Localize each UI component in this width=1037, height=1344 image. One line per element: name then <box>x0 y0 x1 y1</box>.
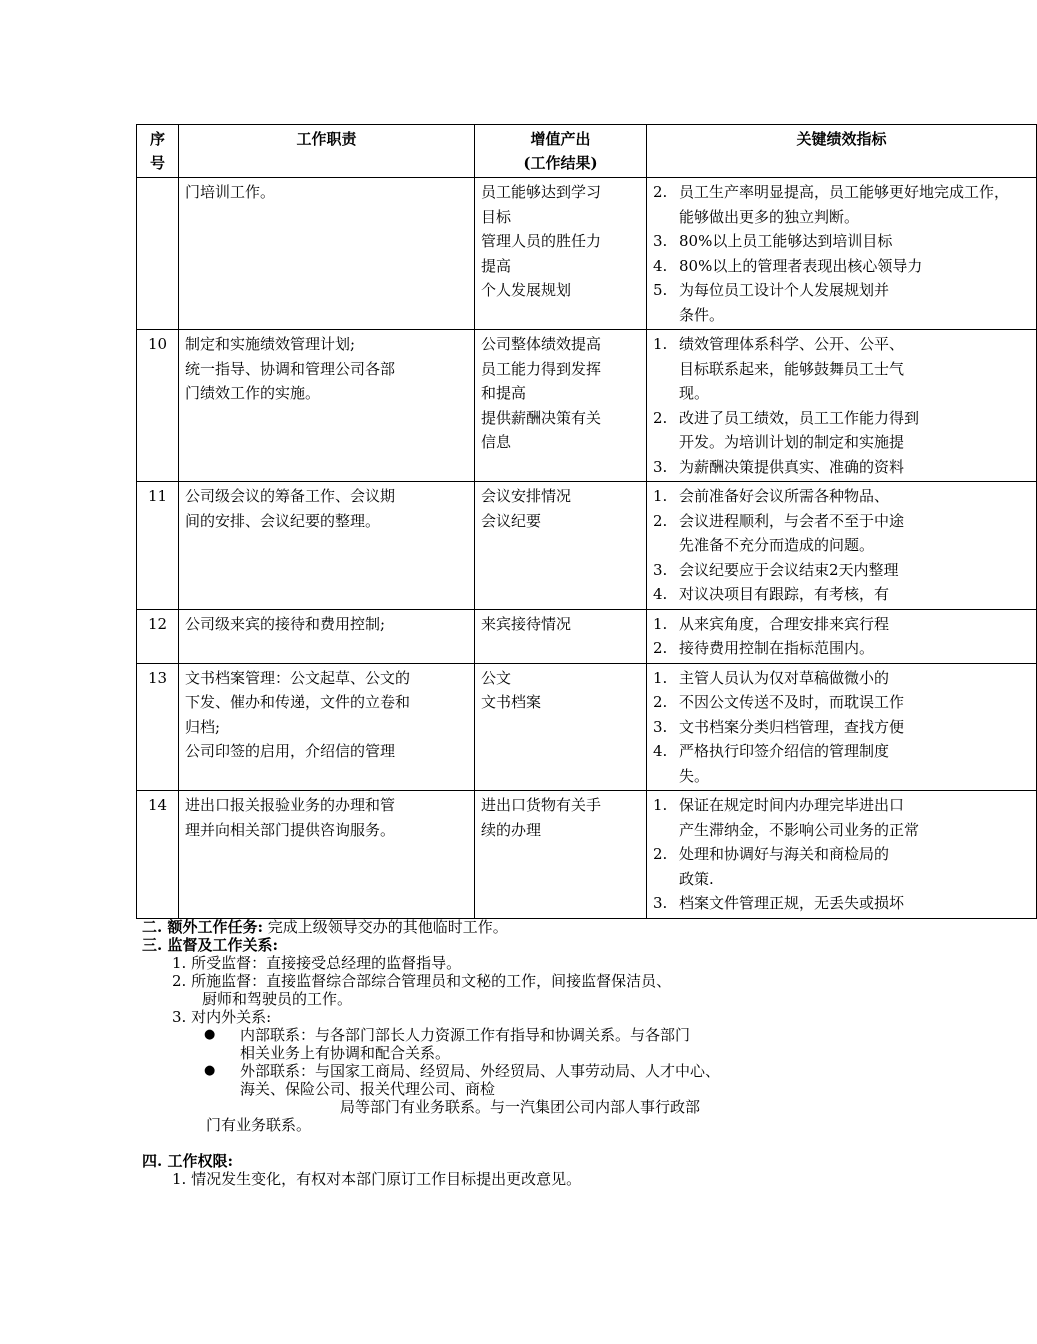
kpi-number: 2. <box>653 693 668 711</box>
kpi-item <box>653 666 1030 691</box>
kpi-number: 1. <box>653 796 668 814</box>
kpi-cell <box>647 609 1037 663</box>
kpi-item <box>653 793 1030 818</box>
kpi-number: 1. <box>653 668 668 687</box>
duty-cell <box>179 178 475 330</box>
kpi-text: 接待费用控制在指标范围内。 <box>679 639 875 657</box>
kpi-number: 2. <box>653 639 668 657</box>
kpi-item <box>653 612 1030 637</box>
kpi-cell <box>647 178 1037 330</box>
duty-line: 下发、催办和传递，文件的立卷和 <box>185 693 411 711</box>
kpi-item <box>653 357 1030 382</box>
kpi-number: 2. <box>653 845 668 863</box>
kpi-item <box>653 818 1030 843</box>
output-line: 来宾接待情况 <box>481 614 572 633</box>
kpi-number <box>653 381 679 406</box>
kpi-item <box>653 205 1030 230</box>
output-line: 文书档案 <box>481 693 542 711</box>
kpi-text: 目标联系起来，能够鼓舞员工士气 <box>679 359 905 378</box>
kpi-text: 主管人员认为仅对草稿做微小的 <box>679 668 890 687</box>
output-line: 信息 <box>481 433 512 451</box>
kpi-text: 政策. <box>679 869 714 888</box>
kpi-text: 从来宾角度，合理安排来宾行程 <box>679 614 890 633</box>
supervision-title: 三. 监督及工作关系: <box>142 936 278 954</box>
output-line: 员工能力得到发挥 <box>481 359 602 378</box>
output-line: 员工能够达到学习 <box>481 183 602 201</box>
duty-cell <box>179 330 475 482</box>
kpi-text: 现。 <box>679 384 710 402</box>
extra-tasks-text: 完成上级领导交办的其他临时工作。 <box>267 918 508 936</box>
kpi-item <box>653 891 1030 916</box>
kpi-number <box>653 205 679 230</box>
kpi-item <box>653 430 1030 455</box>
kpi-item <box>653 332 1030 357</box>
duty-line: 进出口报关报验业务的办理和管 <box>185 796 396 814</box>
output-cell <box>475 791 647 919</box>
kpi-number: 5. <box>653 281 668 299</box>
kpi-number: 4. <box>653 256 668 275</box>
kpi-number: 4. <box>653 585 668 603</box>
duty-line: 制定和实施绩效管理计划; <box>185 335 356 353</box>
bullet-icon: ● <box>204 1027 216 1042</box>
kpi-text: 能够做出更多的独立判断。 <box>679 207 860 226</box>
table-row <box>137 609 1037 663</box>
external-relations-cont-2: 局等部门有业务联系。与一汽集团公司内部人事行政部 <box>340 1098 701 1116</box>
authority-item-1: 1. 情况发生变化，有权对本部门原订工作目标提出更改意见。 <box>172 1170 582 1188</box>
additional-sections <box>142 918 842 1188</box>
header-output-line1: 增值产出 <box>530 130 591 148</box>
internal-relations <box>142 1026 842 1044</box>
row-number: 12 <box>137 609 179 663</box>
kpi-number: 3. <box>653 717 668 736</box>
kpi-number: 3. <box>653 894 668 912</box>
kpi-text: 处理和协调好与海关和商检局的 <box>679 845 890 863</box>
output-line: 目标 <box>481 207 512 226</box>
kpi-number <box>653 867 679 892</box>
kpi-text: 80%以上员工能够达到培训目标 <box>679 232 893 250</box>
kpi-number: 4. <box>653 742 668 760</box>
output-line: 公文 <box>481 668 512 687</box>
kpi-item <box>653 303 1030 328</box>
kpi-item <box>653 558 1030 583</box>
kpi-item <box>653 739 1030 764</box>
supervision-item-3: 3. 对内外关系: <box>172 1008 272 1026</box>
kpi-item <box>653 254 1030 279</box>
output-cell <box>475 609 647 663</box>
row-number: 10 <box>137 330 179 482</box>
kpi-cell <box>647 330 1037 482</box>
duty-cell <box>179 663 475 791</box>
kpi-text: 产生滞纳金，不影响公司业务的正常 <box>679 820 920 839</box>
table-row <box>137 791 1037 919</box>
kpi-text: 会议纪要应于会议结束2天内整理 <box>679 560 899 579</box>
kpi-text: 绩效管理体系科学、公开、公平、 <box>679 335 905 353</box>
kpi-number: 2. <box>653 183 668 201</box>
kpi-text: 为薪酬决策提供真实、准确的资料 <box>679 457 905 476</box>
table-row <box>137 482 1037 610</box>
kpi-text: 档案文件管理正规，无丢失或损坏 <box>679 894 905 912</box>
kpi-text: 对议决项目有跟踪，有考核，有 <box>679 585 890 603</box>
kpi-number: 1. <box>653 614 668 633</box>
output-cell <box>475 330 647 482</box>
kpi-item <box>653 636 1030 661</box>
kpi-cell <box>647 482 1037 610</box>
kpi-item <box>653 381 1030 406</box>
kpi-item <box>653 582 1030 607</box>
kpi-item <box>653 533 1030 558</box>
output-line: 提高 <box>481 256 512 275</box>
job-duty-table <box>136 124 1037 919</box>
kpi-item <box>653 484 1030 509</box>
kpi-number: 1. <box>653 487 668 505</box>
row-number <box>137 178 179 330</box>
kpi-number: 2. <box>653 408 668 427</box>
kpi-text: 先准备不充分而造成的问题。 <box>679 536 875 554</box>
external-relations-cont: 海关、保险公司、报关代理公司、商检 <box>240 1080 496 1098</box>
external-relations-cont-3: 门有业务联系。 <box>206 1116 312 1134</box>
duty-line: 归档; <box>185 717 221 736</box>
duty-cell <box>179 609 475 663</box>
duty-line: 门培训工作。 <box>185 183 276 201</box>
kpi-item <box>653 278 1030 303</box>
duty-line: 理并向相关部门提供咨询服务。 <box>185 820 396 839</box>
kpi-number <box>653 357 679 382</box>
kpi-number <box>653 430 679 455</box>
output-line: 续的办理 <box>481 820 542 839</box>
authority-title: 四. 工作权限: <box>142 1152 233 1170</box>
kpi-text: 严格执行印签介绍信的管理制度 <box>679 742 890 760</box>
spacer <box>142 1134 842 1152</box>
kpi-cell <box>647 663 1037 791</box>
row-number: 13 <box>137 663 179 791</box>
duty-cell <box>179 791 475 919</box>
kpi-item <box>653 455 1030 480</box>
kpi-item <box>653 406 1030 431</box>
header-seq-line2: 号 <box>149 154 165 172</box>
kpi-text: 保证在规定时间内办理完毕进出口 <box>679 796 905 814</box>
internal-relations-text: 内部联系：与各部门部长人力资源工作有指导和协调关系。与各部门 <box>240 1026 691 1044</box>
output-line: 管理人员的胜任力 <box>481 232 602 250</box>
bullet-icon: ● <box>204 1063 216 1078</box>
header-duty: 工作职责 <box>179 125 475 178</box>
output-cell <box>475 482 647 610</box>
header-output <box>475 125 647 178</box>
kpi-number: 2. <box>653 511 668 530</box>
external-relations-text: 外部联系：与国家工商局、经贸局、外经贸局、人事劳动局、人才中心、 <box>240 1062 721 1080</box>
kpi-item <box>653 867 1030 892</box>
kpi-number <box>653 764 679 789</box>
kpi-item <box>653 715 1030 740</box>
supervision-item-1: 1. 所受监督：直接接受总经理的监督指导。 <box>172 954 462 972</box>
output-cell <box>475 178 647 330</box>
kpi-item <box>653 842 1030 867</box>
output-line: 会议安排情况 <box>481 487 572 505</box>
kpi-text: 会议进程顺利，与会者不至于中途 <box>679 511 905 530</box>
duty-line: 门绩效工作的实施。 <box>185 384 321 402</box>
kpi-text: 改进了员工绩效，员工工作能力得到 <box>679 408 920 427</box>
kpi-item <box>653 509 1030 534</box>
header-seq-line1: 序 <box>149 130 165 148</box>
output-cell <box>475 663 647 791</box>
header-output-line2: (工作结果) <box>523 154 598 172</box>
kpi-text: 失。 <box>679 766 710 785</box>
row-number: 14 <box>137 791 179 919</box>
output-line: 进出口货物有关手 <box>481 796 602 814</box>
header-seq <box>137 125 179 178</box>
kpi-text: 为每位员工设计个人发展规划并 <box>679 281 890 299</box>
kpi-text: 不因公文传送不及时，而耽误工作 <box>679 693 905 711</box>
row-number: 11 <box>137 482 179 610</box>
kpi-number: 3. <box>653 457 668 476</box>
kpi-text: 条件。 <box>679 305 725 324</box>
extra-tasks-title: 二. 额外工作任务: <box>142 918 263 936</box>
duty-line: 公司级来宾的接待和费用控制; <box>185 614 386 633</box>
kpi-item <box>653 180 1030 205</box>
kpi-item <box>653 229 1030 254</box>
kpi-item <box>653 764 1030 789</box>
kpi-text: 80%以上的管理者表现出核心领导力 <box>679 256 923 275</box>
kpi-text: 会前准备好会议所需各种物品、 <box>679 487 890 505</box>
kpi-number: 3. <box>653 232 668 250</box>
table-row <box>137 178 1037 330</box>
duty-line: 公司级会议的筹备工作、会议期 <box>185 487 396 505</box>
kpi-item <box>653 690 1030 715</box>
table-header-row <box>137 125 1037 178</box>
supervision-item-2-cont: 厨师和驾驶员的工作。 <box>202 990 353 1008</box>
internal-relations-cont: 相关业务上有协调和配合关系。 <box>240 1044 451 1062</box>
duty-cell <box>179 482 475 610</box>
duty-line: 文书档案管理：公文起草、公文的 <box>185 668 411 687</box>
kpi-cell <box>647 791 1037 919</box>
table-row <box>137 663 1037 791</box>
output-line: 提供薪酬决策有关 <box>481 408 602 427</box>
kpi-text: 员工生产率明显提高，员工能够更好地完成工作， <box>679 183 1010 201</box>
external-relations <box>142 1062 842 1080</box>
kpi-text: 文书档案分类归档管理，查找方便 <box>679 717 905 736</box>
kpi-number <box>653 818 679 843</box>
duty-line: 统一指导、协调和管理公司各部 <box>185 359 396 378</box>
header-kpi: 关键绩效指标 <box>647 125 1037 178</box>
extra-tasks <box>142 918 842 936</box>
kpi-text: 开发。为培训计划的制定和实施提 <box>679 433 905 451</box>
output-line: 个人发展规划 <box>481 281 572 299</box>
table-row <box>137 330 1037 482</box>
kpi-number <box>653 533 679 558</box>
kpi-number: 3. <box>653 560 668 579</box>
kpi-number <box>653 303 679 328</box>
duty-line: 间的安排、会议纪要的整理。 <box>185 511 381 530</box>
output-line: 会议纪要 <box>481 511 542 530</box>
kpi-number: 1. <box>653 335 668 353</box>
output-line: 和提高 <box>481 384 527 402</box>
output-line: 公司整体绩效提高 <box>481 335 602 353</box>
duty-line: 公司印签的启用，介绍信的管理 <box>185 742 396 760</box>
supervision-item-2: 2. 所施监督：直接监督综合部综合管理员和文秘的工作，间接监督保洁员、 <box>172 972 672 990</box>
